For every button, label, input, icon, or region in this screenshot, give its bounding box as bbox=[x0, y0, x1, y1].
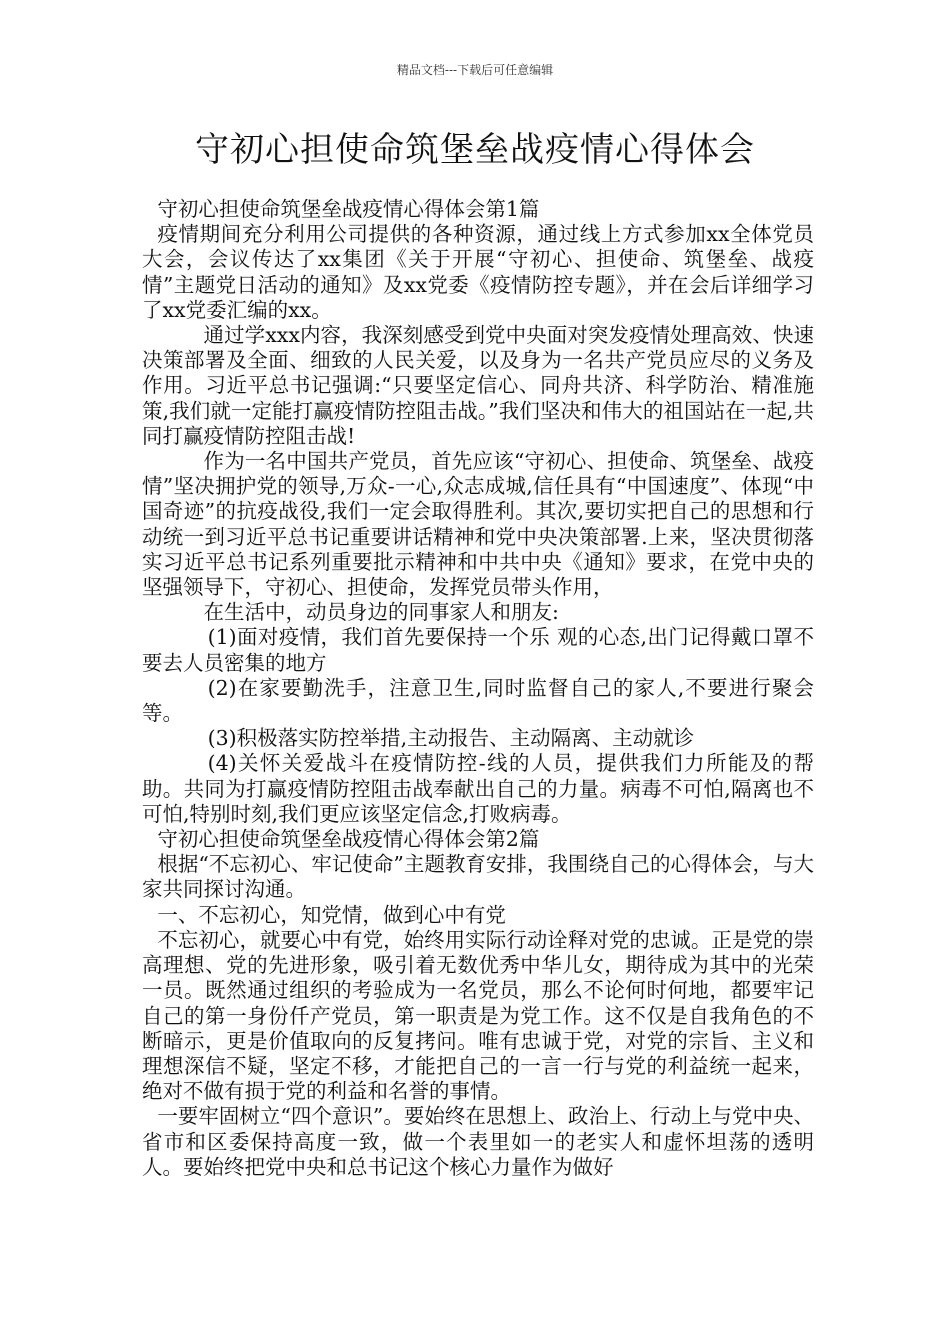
paragraph: 疫情期间充分利用公司提供的各种资源，通过线上方式参加xx全体党员大会，会议传达了xx集团《关于开展“守初心、担使命、筑堡垒、战疫情”主题党日活动的通知》及xx党委《疫情防控专题》，并在会后详细学习了xx党委汇编的xx。 bbox=[142, 222, 814, 322]
paragraph: 通过学xxx内容，我深刻感受到党中央面对突发疫情处理高效、快速决策部署及全面、细致的人民关爱，以及身为一名共产党员应尽的义务及作用。习近平总书记强调:“只要坚定信心、同舟共济、科学防治、精准施策,我们就一定能打赢疫情防控阻击战。”我们坚决和伟大的祖国站在一起,共同打赢疫情防控阻击战! bbox=[142, 323, 814, 448]
list-item: (1)面对疫情，我们首先要保持一个乐 观的心态,出门记得戴口罩不要去人员密集的地方 bbox=[142, 625, 814, 675]
paragraph: 根据“不忘初心、牢记使命”主题教育安排，我围绕自己的心得体会，与大家共同探讨沟通。 bbox=[142, 852, 814, 902]
header-note: 精品文档---下载后可任意编辑 bbox=[396, 63, 554, 77]
section-heading-2: 守初心担使命筑堡垒战疫情心得体会第2篇 bbox=[157, 827, 540, 852]
paragraph: 在生活中，动员身边的同事家人和朋友: bbox=[203, 600, 559, 625]
section-heading-1: 守初心担使命筑堡垒战疫情心得体会第1篇 bbox=[157, 197, 540, 221]
document-body bbox=[142, 197, 814, 1180]
list-item: (2)在家要勤洗手，注意卫生,同时监督自己的家人,不要进行聚会等。 bbox=[142, 675, 814, 726]
paragraph: 不忘初心，就要心中有党，始终用实际行动诠释对党的忠诚。正是党的崇高理想、党的先进形象，吸引着无数优秀中华儿女，期待成为其中的光荣一员。既然通过组织的考验成为一名党员，那么不论何时何地，都要牢记自己的第一身份仟产党员，第一职责是为党工作。这不仅是自我角色的不断暗示，更是价值取向的反复拷问。唯有忠诚于党，对党的宗旨、主义和理想深信不疑，坚定不移，才能把自己的一言一行与党的利益统一起来，绝对不做有损于党的利益和名誉的事情。 bbox=[142, 927, 814, 1104]
subheading: 一、不忘初心，知党情，做到心中有党 bbox=[157, 902, 506, 927]
document-title: 守初心担使命筑堡垒战疫情心得体会 bbox=[195, 130, 755, 170]
paragraph: 一要牢固树立“四个意识”。要始终在思想上、政治上、行动上与党中央、省市和区委保持高度一致，做一个表里如一的老实人和虚怀坦荡的透明人。要始终把党中央和总书记这个核心力量作为做好 bbox=[142, 1104, 814, 1179]
list-item: (3)积极落实防控举措,主动报告、主动隔离、主动就诊 bbox=[207, 726, 695, 751]
paragraph: 作为一名中国共产党员，首先应该“守初心、担使命、筑堡垒、战疫情”坚决拥护党的领导,万众-一心,众志成城,信任具有“中国速度”、体现“中国奇迹”的抗疫战役,我们一定会取得胜利。其次,要切实把自己的思想和行动统一到习近平总书记重要讲话精神和党中央决策部署.上来，坚决贯彻落实习近平总书记系列重要批示精神和中共中央《通知》要求，在党中央的坚强领导下，守初心、担使命，发挥党员带头作用， bbox=[142, 449, 814, 600]
list-item: (4)关怀关爱战斗在疫情防控-线的人员，提供我们力所能及的帮助。共同为打赢疫情防控阻击战奉献出自己的力量。病毒不可怕,隔离也不可怕,特别时刻,我们更应该坚定信念,打败病毒。 bbox=[142, 751, 814, 826]
